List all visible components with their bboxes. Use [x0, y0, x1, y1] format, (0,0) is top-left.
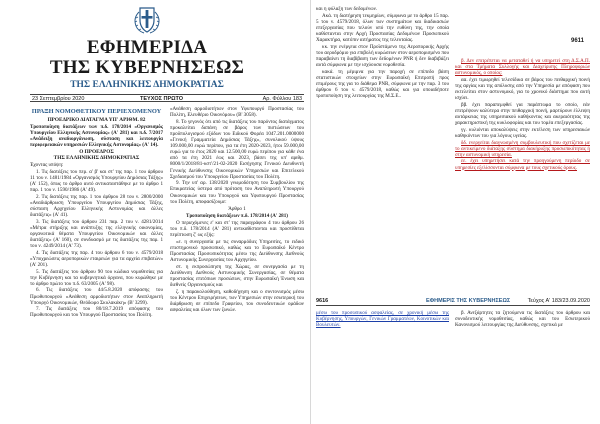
masthead-title-line1: ΕΦΗΜΕΡΙΔΑ: [86, 37, 208, 58]
paragraph: κκ. την ενέργεια στον Προϊστάμενο της Αεροπορικής Αρχής του αεροδρόμιο για επιβολή κυρώσεων στον αεροπορισμένο που παραβαίνει τη διαβίβαση των δεδομένων PNR ή δεν διαβιβάζει αυτά σύμφωνα με την ισχύουσα νομοθεσία.: [316, 43, 449, 69]
decree-number: ΠΡΟΕΔΡΙΚΟ ΔΙΑΤΑΓΜΑ ΥΠ' ΑΡΙΘΜ. 82: [47, 117, 146, 123]
president-title-1: Ο ΠΡΟΕΔΡΟΣ: [79, 148, 114, 155]
act-heading: ΠΡΑΞΗ ΝΟΜΟΘΕΤΙΚΟΥ ΠΕΡΙΕΧΟΜΕΝΟΥ: [31, 108, 162, 115]
paragraph: 1. Τις διατάξεις του περ. α' β' και στ' της παρ. 1 του άρθρου 11 του ν. 1481/1984 «Οργανισμός Υπουργείου Δημόσιας Τάξης» (Α' 152), όπως το άρθρο αυτό αντικαταστάθηκε με το άρθρο 1 παρ. 1 του ν. 1590/1986 (Α' 49).: [30, 168, 163, 193]
having-regard: Έχοντας υπόψη:: [30, 162, 64, 169]
page-header-9616: [316, 297, 590, 306]
text-column-6: [455, 310, 590, 424]
paragraph-highlighted: [455, 140, 590, 158]
paragraph: 3. Τις διατάξεις του άρθρου 231 παρ. 2 του ν. 4281/2014 «Μέτρα στήριξης και ανάπτυξης της ελληνικής οικονομίας, οργανωτικά θέματα Υπουργείου Οικονομικών και άλλες διατάξεις» (Α' 160), σε συνδυασμό με τις διατάξεις της παρ. 1 του ν. 4249/2014 (Α' 73).: [30, 218, 163, 250]
paragraph: και η φύλαξη των δεδομένων.: [316, 6, 378, 12]
paragraph: 7. Τις διατάξεις του 80/18.7.2019 απόφασης του Πρωθυπουργού και του Υπουργού Προστασίας του Πολίτη.: [30, 306, 163, 319]
paragraph-highlighted: [316, 310, 449, 328]
paragraph: 2. Τις διατάξεις της παρ. 1 του άρθρου 28 του ν. 2800/2000 «Αναδιάρθρωση Υπουργείου Υπουργείου Δημόσιας Τάξης, σύσταση Αρχηγείου Ελληνικής Αστυνομίας και άλλες διατάξεις» (Α' 41).: [30, 193, 163, 218]
paragraph: «Ανάθεση αρμοδιοτήτων στον Υφυπουργό Προστασίας του Πολίτη, Ελευθέριο Οικονόμου» (Β' 3058).: [170, 106, 304, 119]
issue-series: ΤΕΥΧΟΣ ΠΡΩΤΟ: [140, 96, 184, 102]
paragraph: 4. Τις διατάξεις της παρ. 4 του άρθρου 6 του ν. 4579/2018 «Υποχρεώσεις αεροπορικών εταιρειών για τα αρχεία επιβατών» (Α' 201).: [30, 249, 163, 268]
paragraph: κακά. τη μέριμνα για την παροχή σε επίπεδο βάση στατιστικών στοιχείων στην Ευρωπαϊκή Επιτροπή προς επιμέρους της για το διάθεμα PNR, σύμφωνα με την παρ. 3 του άρθρου 6 του ν. 4579/2018, καθώς και για οποιαδήποτε τροποποίηση της λειτουργίας της Μ.Σ.Ε..: [316, 68, 449, 100]
paragraph: ββ. έχει παραπεμφθεί για παράπτωμα το οποίο, εάν επιτρέψουν καλύτερα στην πειθαρχική ποινή, μαρτύρουν έλλειψη αυτάρκειας της υπηρεσιακού καθήκοντος και ακεραιότητας της χαρακτηριστική της κυκλοφορίας και του τομέα επεξεργασίας.: [455, 101, 590, 127]
highlighted-text: εε. έχει υπηρετήσει κατά την προηγούμενη περίοδο σε υπηρεσίες εξελίσσονται σύμφωνα με τους σχετικούς όρους.: [455, 158, 590, 171]
highlighted-text: μέσω του προσωπικού ασφαλείας, σε χρονική μέσω της Κυβέρνησης, Υπουργών, Γενικών Γραμματέων, Κοινοτικών και Βουλευτών.: [316, 310, 449, 329]
highlighted-text: β. Δεν επιτρέπεται να μεταταθεί ή να υπηρετεί στη Δ.Σ.Α.Π. και στα Τμήματα Συλλογής και Διαχείρισης Πληροφοριών αστυνομικός, ο οποίος:: [455, 58, 590, 77]
text-column-3: [316, 6, 449, 292]
masthead-subtitle: ΤΗΣ ΕΛΛΗΝΙΚΗΣ ΔΗΜΟΚΡΑΤΙΑΣ: [70, 80, 224, 90]
paragraph: β. Ανεξάρτητες τα ζητούμενα τις διατάξεις του άρθρου και συνοδευτικής νομοθεσίας, καθώς και του Εσωτερικού Κανονισμού λειτουργίας της Διεύθυνσης, σχετικά με: [455, 310, 590, 329]
paragraph-highlighted: [455, 58, 590, 76]
masthead-title-line2: ΤΗΣ ΚΥΒΕΡΝΗΣΕΩΣ: [49, 57, 245, 78]
paragraph: 8. Το γεγονός ότι από τις διατάξεις του παρόντος διατάγματος προκαλείται δαπάνη σε βάρος των πιστώσεων του προϋπολογισμού εξόδων του Ειδικού Φορέα 1047.201.0000000 «Γενική Γραμματεία Δημόσιας Τάξης», συνολικού ύψους 109.000,00 ευρώ περίπου, για τα έτη 2020-2023, ήτοι 59.000,00 ευρώ για το έτος 2020 και 12.500,00 ευρώ περίπου για κάθε ένα από τα έτη 2021 έως και 2023, βάσει της υπ' αριθμ. 8000/1/2018/81-κστ'/21-02-2020 Εισήγησης Γενικού Διευθυντή Γενικής Διεύθυνσης Οικονομικών Υπηρεσιών και Επιτελικού Σχεδιασμού του Υπουργείου Προστασίας του Πολίτη.: [170, 118, 304, 180]
decree-title: Τροποποίηση διατάξεων των π.δ. 178/2014 «Οργανισμός Υπουργείου Ελληνικής Αστυνομίας» (Α' 281) και π.δ. 7/2017 «Ανάδειξη αναδιοργάνωση, σύσταση και λειτουργία περιφερειακών υπηρεσιών Ελληνικής Αστυνομίας» (Α' 14).: [30, 123, 163, 148]
page-divider: [310, 0, 311, 424]
paragraph-highlighted: [455, 158, 590, 170]
text-column-5: [316, 310, 449, 424]
issue-bar: [30, 94, 304, 102]
text-column-4: [455, 58, 590, 292]
page-number: 9611: [571, 38, 585, 44]
highlighted-text: δδ. ενεργείται διαγνωσμένη συμβουλευτική που σχετίζεται με το αντικείμενο διάταξης σύστημα διακήρυξης προσωπικότητας ή στην αστυνομική υπηρεσία.: [455, 139, 590, 158]
article-heading: Άρθρο 1: [228, 205, 246, 212]
greek-coat-of-arms-icon: [131, 6, 163, 36]
paragraph: Ακά. τη διατήρηση τεκμηρίων, σύμφωνα με το άρθρο 15 παρ. 5 του ν. 4579/2018, όλων των συστημάτων και διαδικασιών επεξεργασίας που τελούν υπό την ευθύνη της, την οποία καθίστανται στην Αρχή Προστασίας Δεδομένων Προσωπικού Χαρακτήρα, κατόπιν αιτήματος της τελευταίας.: [316, 12, 449, 44]
paragraph: Ο περιεχόμενες ε' και στ' της παραγράφου 4 του άρθρου 26 του π.δ. 178/2014 (Α' 281) αντικαθίστανται και προστίθεται περίπτωση ζ' ως εξής:: [170, 219, 304, 239]
text-column-2: [170, 106, 304, 424]
page-number: 9616: [316, 298, 329, 304]
text-column-1: [30, 106, 163, 424]
paragraph: ζ. η παρακολούθηση, καθοδήγηση και ο συντονισμός μέσω του Κέντρου Επιχειρήσεων, των Υπηρεσιών στην εσωτερική του διάρθρωση σε επίπεδο Γραφείου, του συνοδευτικών ομάδων ασφαλείας και όλων των ζωνών.: [170, 288, 304, 313]
paragraph: 9. Την υπ' αρ. 138/2020 γνωμοδότηση του Συμβουλίου της Επικρατείας ύστερα από πρόταση του Αναπληρωτή Υπουργού Οικονομικών και του Υπουργού και Υφυπουργού Προστασίας του Πολίτη, αποφασίζουμε:: [170, 180, 304, 205]
president-title-2: ΤΗΣ ΕΛΛΗΝΙΚΗΣ ΔΗΜΟΚΡΑΤΙΑΣ: [53, 155, 140, 162]
issue-reference: Τεύχος Α' 183/23.09.2020: [527, 298, 590, 304]
paragraph: 6. Τις διατάξεις του 44/5.8.2020 απόφασης του Πρωθυπουργού «Ανάθεση αρμοδιοτήτων στον Αναπληρωτή Υπουργό Οικονομικών, Θεόδωρο Σκυλακάκη» (Β' 3299).: [30, 287, 163, 306]
issue-date: 23 Σεπτεμβρίου 2020: [32, 96, 85, 102]
issue-sheet-number: Αρ. Φύλλου 183: [262, 96, 302, 102]
paragraph: «ε. η συνεργασία με τις συναρμόδιες Υπηρεσίες, το ειδικό επιστημονικό προσωπικό, καθώς και το Ευρωπαϊκό Κέντρο Προστασίας Προσωπικότητας μέσω της Διεύθυνσης Διεθνούς Αστυνομικής Συνεργασίας του Αρχηγείου.: [170, 238, 304, 264]
paragraph: 5. Τις διατάξεις του άρθρου 90 του κώδικα νομοθεσίας για την Κυβέρνηση και τα κυβερνητικά όργανα, που κυρώθηκε με το άρθρο πρώτο του π.δ. 63/2005 (Α' 98).: [30, 268, 163, 287]
paragraph: αα. έχει τιμωρηθεί τελεσίδικα σε βάρος του πειθαρχική ποινή της αργίας και της απόλυσης από την Υπηρεσία με απόφαση που εκτελείται στον αστυνομικό, για το χρονικό διάστημα που αυτή ισχύει.: [455, 76, 590, 102]
article-subheading: Τροποποίηση διατάξεων π.δ. 178/2014 (Α' 281): [186, 212, 288, 219]
running-title: ΕΦΗΜΕΡΙΣ ΤΗΣ ΚΥΒΕΡΝΗΣΕΩΣ: [426, 298, 511, 304]
paragraph: γγ. κυλιόνται αποκαλύψεις στην εκτέλεση των υπηρεσιακών καθηκόντων του για λόγους υγείας.: [455, 126, 590, 139]
paragraph: στ. η εκπροσώπηση της Χώρας, σε συνεργασία με τη Διεύθυνση Διεθνούς Αστυνομικής Συνεργασίας, σε θέματα προστασίας επιτόπιων προσώπων, στην Ευρωπαϊκή Ένωση και διεθνείς Οργανισμούς και: [170, 263, 304, 288]
